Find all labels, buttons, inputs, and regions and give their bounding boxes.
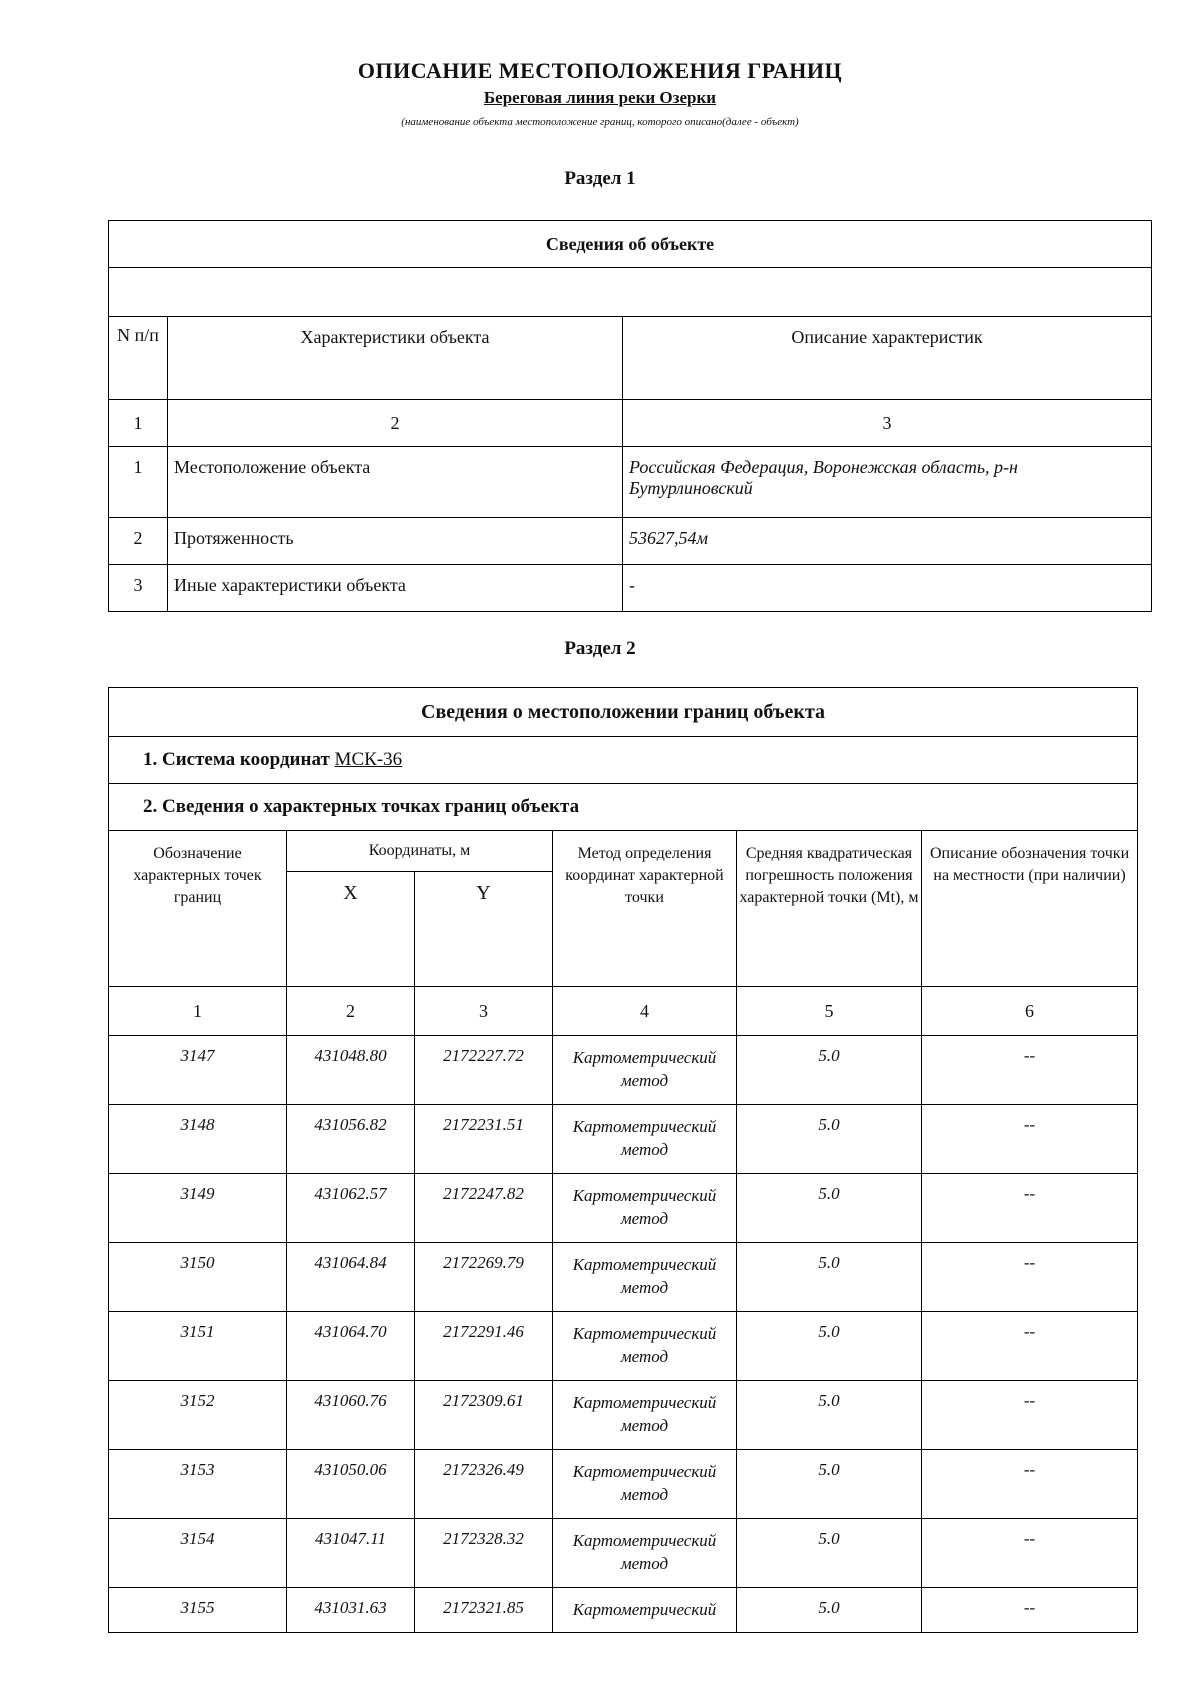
- point-description: --: [922, 1174, 1138, 1243]
- col-number-3: 3: [623, 400, 1152, 447]
- point-error: 5.0: [737, 1312, 922, 1381]
- section-2-heading: Раздел 2: [564, 638, 636, 659]
- point-id: 3152: [109, 1381, 287, 1450]
- col-header-number: N п/п: [109, 317, 168, 400]
- table-row: [109, 1174, 1138, 1243]
- point-description: --: [922, 1450, 1138, 1519]
- row-characteristic: Иные характеристики объекта: [168, 565, 623, 612]
- point-method: Картометрический метод: [553, 1519, 737, 1588]
- point-description: --: [922, 1519, 1138, 1588]
- point-method: Картометрический: [553, 1588, 737, 1633]
- col-header-coordinates: Координаты, м: [287, 831, 553, 872]
- document-title: ОПИСАНИЕ МЕСТОПОЛОЖЕНИЯ ГРАНИЦ: [357, 58, 843, 83]
- point-method: Картометрический метод: [553, 1381, 737, 1450]
- object-name: Береговая линия реки Озерки: [483, 88, 717, 107]
- point-id: 3155: [109, 1588, 287, 1633]
- point-error: 5.0: [737, 1588, 922, 1633]
- boundary-points-table: [108, 687, 1138, 1633]
- point-id: 3147: [109, 1036, 287, 1105]
- point-id: 3150: [109, 1243, 287, 1312]
- point-x: 431048.80: [287, 1036, 415, 1105]
- point-error: 5.0: [737, 1450, 922, 1519]
- col-header-characteristics: Характеристики объекта: [168, 317, 623, 400]
- point-x: 431047.11: [287, 1519, 415, 1588]
- row-number: 3: [109, 565, 168, 612]
- col-header-description: Описание характеристик: [623, 317, 1152, 400]
- table-row: [109, 518, 1152, 565]
- point-method: Картометрический метод: [553, 1312, 737, 1381]
- point-error: 5.0: [737, 1243, 922, 1312]
- point-error: 5.0: [737, 1036, 922, 1105]
- point-description: --: [922, 1381, 1138, 1450]
- col-number-5: 5: [737, 987, 922, 1036]
- col-number-2: 2: [287, 987, 415, 1036]
- point-x: 431064.84: [287, 1243, 415, 1312]
- point-error: 5.0: [737, 1519, 922, 1588]
- object-name-caption: (наименование объекта местоположение границ, которого описано(далее - объект): [401, 116, 799, 128]
- table-row: [109, 1243, 1138, 1312]
- point-method: Картометрический метод: [553, 1174, 737, 1243]
- col-header-method: Метод определения координат характерной точки: [553, 831, 737, 987]
- col-number-2: 2: [168, 400, 623, 447]
- point-x: 431031.63: [287, 1588, 415, 1633]
- point-description: --: [922, 1036, 1138, 1105]
- point-description: --: [922, 1588, 1138, 1633]
- table-row: [109, 1312, 1138, 1381]
- object-info-table-title: Сведения об объекте: [109, 221, 1152, 268]
- point-method: Картометрический метод: [553, 1243, 737, 1312]
- point-x: 431064.70: [287, 1312, 415, 1381]
- point-id: 3149: [109, 1174, 287, 1243]
- coordinate-system-value: МСК-36: [334, 749, 403, 770]
- point-method: Картометрический метод: [553, 1105, 737, 1174]
- row-value: 53627,54м: [623, 518, 1152, 565]
- point-y: 2172321.85: [415, 1588, 553, 1633]
- row-characteristic: Местоположение объекта: [168, 447, 623, 518]
- point-description: --: [922, 1312, 1138, 1381]
- point-y: 2172309.61: [415, 1381, 553, 1450]
- point-x: 431056.82: [287, 1105, 415, 1174]
- coordinate-system-row: [109, 737, 1138, 784]
- point-id: 3154: [109, 1519, 287, 1588]
- object-info-table: [108, 220, 1152, 612]
- table-row: [109, 1519, 1138, 1588]
- section-1-heading: Раздел 1: [564, 168, 636, 189]
- table-row: [109, 1450, 1138, 1519]
- col-header-error: Средняя квадратическая погрешность положения характерной точки (Мt), м: [737, 831, 922, 987]
- row-characteristic: Протяженность: [168, 518, 623, 565]
- col-number-1: 1: [109, 987, 287, 1036]
- blank-row: [109, 268, 1152, 317]
- point-id: 3153: [109, 1450, 287, 1519]
- row-number: 2: [109, 518, 168, 565]
- point-method: Картометрический метод: [553, 1450, 737, 1519]
- point-id: 3148: [109, 1105, 287, 1174]
- col-header-x: X: [287, 872, 415, 987]
- table-row: [109, 447, 1152, 518]
- col-number-3: 3: [415, 987, 553, 1036]
- point-x: 431050.06: [287, 1450, 415, 1519]
- point-description: --: [922, 1243, 1138, 1312]
- point-y: 2172231.51: [415, 1105, 553, 1174]
- table-row: [109, 565, 1152, 612]
- col-header-y: Y: [415, 872, 553, 987]
- point-x: 431060.76: [287, 1381, 415, 1450]
- points-section-title: 2. Сведения о характерных точках границ объекта: [109, 784, 1138, 831]
- point-y: 2172326.49: [415, 1450, 553, 1519]
- table-row: [109, 1105, 1138, 1174]
- table-row: [109, 1588, 1138, 1633]
- row-value: -: [623, 565, 1152, 612]
- point-y: 2172328.32: [415, 1519, 553, 1588]
- point-method: Картометрический метод: [553, 1036, 737, 1105]
- point-x: 431062.57: [287, 1174, 415, 1243]
- col-header-point-description: Описание обозначения точки на местности (при наличии): [922, 831, 1138, 987]
- col-number-6: 6: [922, 987, 1138, 1036]
- col-number-1: 1: [109, 400, 168, 447]
- boundary-table-title: Сведения о местоположении границ объекта: [109, 688, 1138, 737]
- point-description: --: [922, 1105, 1138, 1174]
- point-y: 2172227.72: [415, 1036, 553, 1105]
- point-y: 2172291.46: [415, 1312, 553, 1381]
- point-error: 5.0: [737, 1174, 922, 1243]
- point-y: 2172247.82: [415, 1174, 553, 1243]
- object-name-line: [0, 88, 1200, 108]
- col-header-designation: Обозначение характерных точек границ: [109, 831, 287, 987]
- point-id: 3151: [109, 1312, 287, 1381]
- row-number: 1: [109, 447, 168, 518]
- table-row: [109, 1036, 1138, 1105]
- col-number-4: 4: [553, 987, 737, 1036]
- table-row: [109, 1381, 1138, 1450]
- point-error: 5.0: [737, 1381, 922, 1450]
- point-y: 2172269.79: [415, 1243, 553, 1312]
- coordinate-system-label: 1. Система координат: [143, 749, 330, 770]
- row-value: Российская Федерация, Воронежская область, р-н Бутурлиновский: [623, 447, 1152, 518]
- point-error: 5.0: [737, 1105, 922, 1174]
